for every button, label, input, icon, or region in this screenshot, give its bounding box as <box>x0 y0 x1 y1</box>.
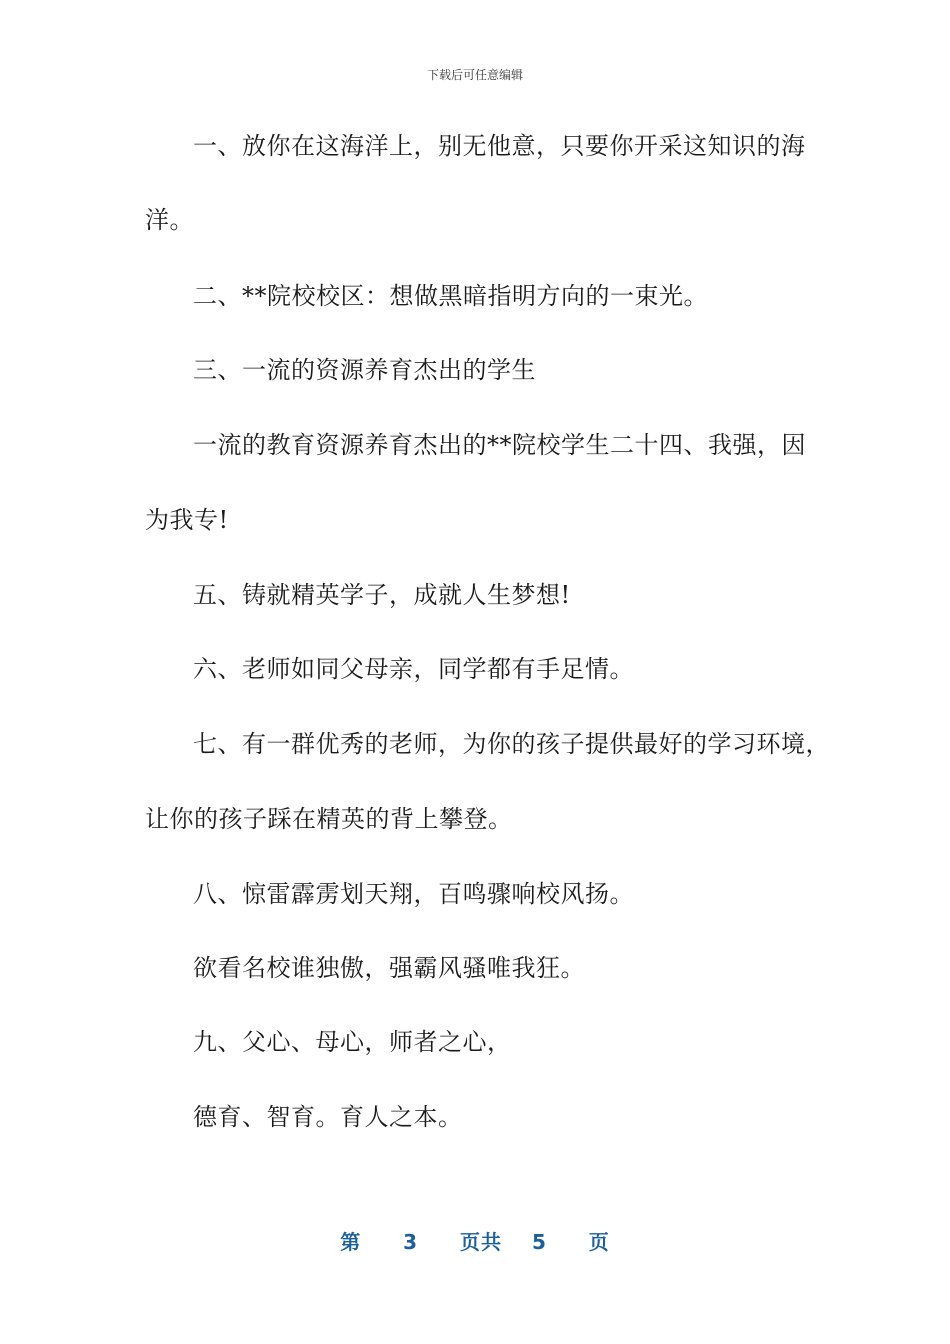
paragraph-line: 六、老师如同父母亲，同学都有手足情。 <box>193 655 634 683</box>
footer-di: 第 <box>340 1230 362 1254</box>
paragraph-line: 一、放你在这海洋上，别无他意，只要你开采这知识的海 <box>193 132 806 160</box>
paragraph-line: 一流的教育资源养育杰出的**院校学生二十四、我强，因 <box>193 431 806 459</box>
paragraph-line: 洋。 <box>145 206 194 234</box>
paragraph-line: 让你的孩子踩在精英的背上攀登。 <box>145 805 513 833</box>
page-header-note: 下载后可任意编辑 <box>426 68 523 82</box>
footer-ye: 页 <box>588 1230 610 1254</box>
paragraph-line: 德育、智育。育人之本。 <box>193 1103 463 1131</box>
paragraph-line: 欲看名校谁独傲，强霸风骚唯我狂。 <box>193 954 585 982</box>
paragraph-line: 三、一流的资源养育杰出的学生 <box>193 356 536 384</box>
paragraph-line: 为我专! <box>145 506 229 534</box>
paragraph-line: 五、铸就精英学子，成就人生梦想! <box>193 581 571 609</box>
footer-current-page: 3 <box>403 1230 419 1254</box>
paragraph-line: 二、**院校校区：想做黑暗指明方向的一束光。 <box>193 282 708 310</box>
paragraph-line: 九、父心、母心，师者之心， <box>193 1028 512 1056</box>
footer-total-pages: 5 <box>531 1230 547 1254</box>
footer-ye-gong: 页共 <box>460 1230 502 1254</box>
page-footer <box>0 1226 950 1255</box>
paragraph-line: 八、惊雷霹雳划天翔，百鸣骤响校风扬。 <box>193 880 634 908</box>
paragraph-line: 七、有一群优秀的老师，为你的孩子提供最好的学习环境， <box>193 730 830 758</box>
